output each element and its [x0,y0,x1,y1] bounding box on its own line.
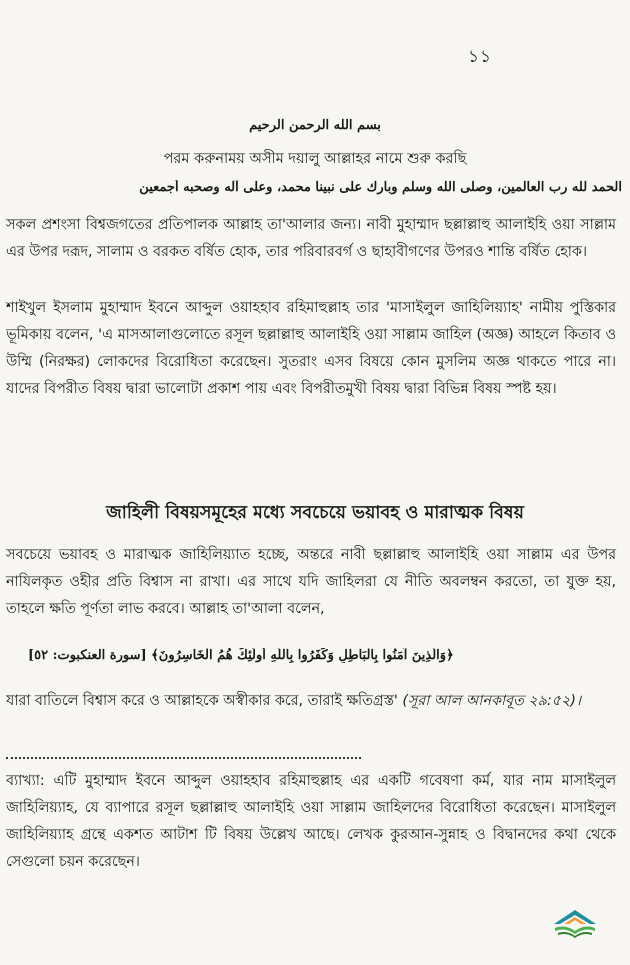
intro-bengali: পরম করুনাময় অসীম দয়ালু আল্লাহর নামে শুরু করছি [163,151,467,167]
footnote-divider [6,757,361,759]
paragraph-praise: সকল প্রশংসা বিশ্বজগতের প্রতিপালক আল্লাহ তা'আলার জন্য। নাবী মুহাম্মাদ ছল্লাল্লাহু আলাইহি ওয়া সাল্লাম এর উপর দরূদ, সালাম ও বরকত বর্ষিত হোক, তার পরিবারবর্গ ও ছাহাবীগণের উপরও শান্তি বর্ষিত হোক। [6,217,616,260]
page-number: ১১ [468,47,493,67]
section-heading: জাহিলী বিষয়সমূহের মধ্যে সবচেয়ে ভয়াবহ ও মারাত্মক বিষয় [106,503,524,523]
verse-translation-text: যারা বাতিলে বিশ্বাস করে ও আল্লাহকে অস্বীকার করে, তারাই ক্ষতিগ্রস্ত' [6,693,398,709]
verse-translation [6,688,616,715]
quran-verse: ﴿وَالَّذِينَ آمَنُوا بِالْبَاطِلِ وَكَفَرُوا بِاللَّهِ أُولَئِكَ هُمُ الْخَاسِرُونَ﴾ [سورة العنكبوت: ٥٢] [28,648,454,663]
intro-arabic: الحمد لله رب العالمين، وصلى الله وسلم وبارك على نبينا محمد، وعلى آله وصحبه أجمعين [139,180,622,195]
publisher-logo-icon [550,902,600,938]
paragraph-worst-jahiliyyah: সবচেয়ে ভয়াবহ ও মারাত্মক জাহিলিয়্যাত হচ্ছে, অন্তরে নাবী ছল্লাল্লাহু আলাইহি ওয়া সাল্লাম এর উপর নাযিলকৃত ওহীর প্রতি বিশ্বাস না রাখা। এর সাথে যদি জাহিলরা যে নীতি অবলম্বন করতো, তা যুক্ত হয়, তাহলে ক্ষতি পূর্ণতা লাভ করবে। আল্লাহ তা'আলা বলেন, [6,547,616,617]
paragraph-explanation: ব্যাখ্যা: এটি মুহাম্মাদ ইবনে আব্দুল ওয়াহহাব রহিমাহুল্লাহ এর একটি গবেষণা কর্ম, যার নাম মাসাইলুল জাহিলিয়্যাহ, যে ব্যাপারে রসূল ছল্লাল্লাহু আলাইহি ওয়া সাল্লাম জাহিলদের বিরোধিতা করেছেন। মাসাইলুল জাহিলিয়্যাহ গ্রন্থে একশত আটাশ টি বিষয় উল্লেখ আছে। লেখক কুরআন-সুন্নাহ ও বিদ্বানদের কথা থেকে সেগুলো চয়ন করেছেন। [6,773,616,870]
verse-reference: (সূরা আল আনকাবূত ২৯:৫২)। [402,693,582,709]
paragraph-shaikh-quote: শাইখুল ইসলাম মুহাম্মাদ ইবনে আব্দুল ওয়াহহাব রহিমাহুল্লাহ তার 'মাসাইলুল জাহিলিয়্যাহ' নামীয় পুস্তিকার ভূমিকায় বলেন, 'এ মাসআলাগুলোতে রসূল ছল্লাল্লাহু আলাইহি ওয়া সাল্লাম জাহিল (অজ্ঞ) আহলে কিতাব ও উম্মি (নিরক্ষর) লোকদের বিরোধিতা করেছেন। সুতরাং এসব বিষয়ে কোন মুসলিম অজ্ঞ থাকতে পারে না। যাদের বিপরীত বিষয় দ্বারা ভালোটা প্রকাশ পায় এবং বিপরীতমুখী বিষয় দ্বারা বিভিন্ন বিষয় স্পষ্ট হয়। [6,300,616,397]
basmala: بسم الله الرحمن الرحيم [249,118,381,133]
